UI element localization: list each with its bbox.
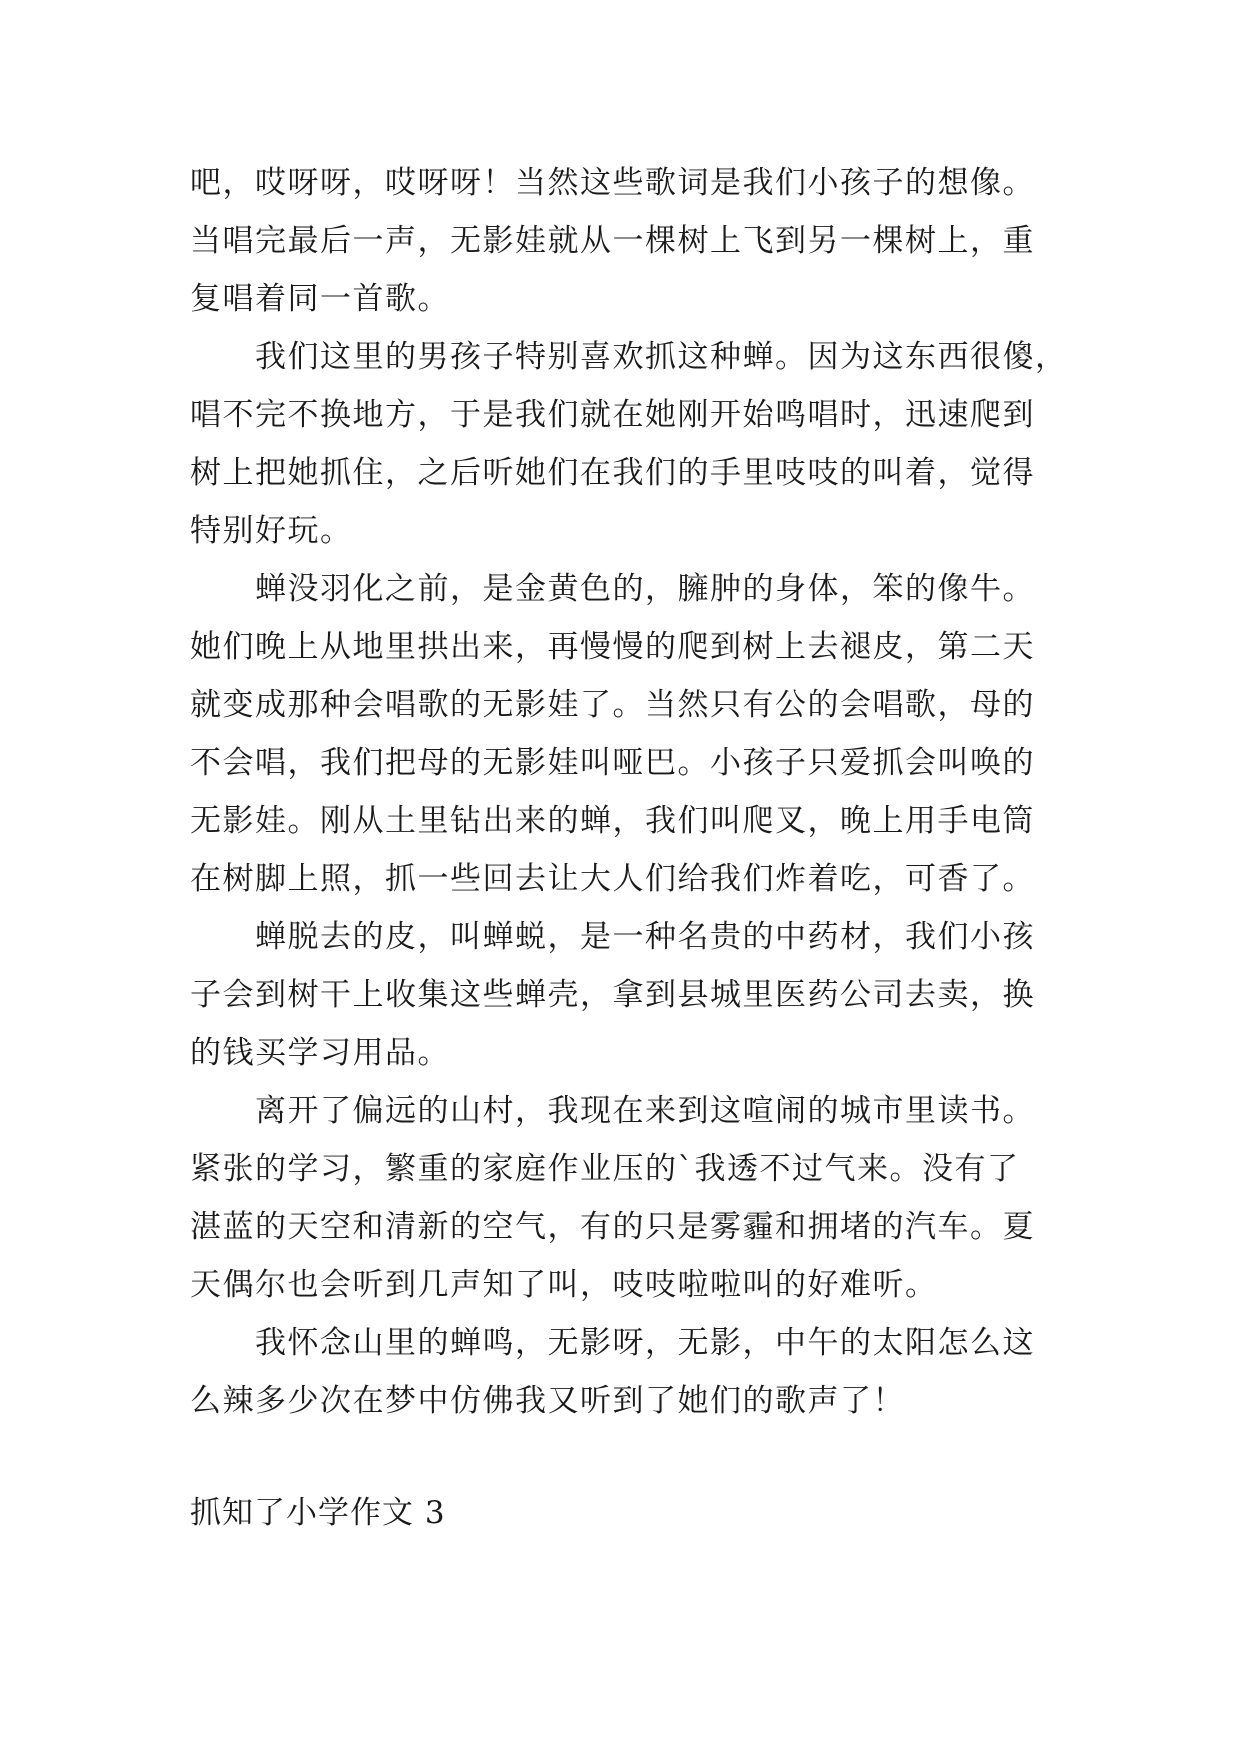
text-line: 离开了偏远的山村，我现在来到这喧闹的城市里读书。 — [190, 1093, 1035, 1129]
text-line: 复唱着同一首歌。 — [190, 281, 450, 317]
text-line: 么辣多少次在梦中仿佛我又听到了她们的歌声了！ — [190, 1383, 905, 1419]
text-line: 唱不完不换地方，于是我们就在她刚开始鸣唱时，迅速爬到 — [190, 397, 1035, 433]
text-line: 我怀念山里的蝉鸣，无影呀，无影，中午的太阳怎么这 — [190, 1325, 1035, 1361]
text-line: 她们晚上从地里拱出来，再慢慢的爬到树上去褪皮，第二天 — [190, 629, 1035, 665]
text-line: 子会到树干上收集这些蝉壳，拿到县城里医药公司去卖，换 — [190, 977, 1035, 1013]
text-line: 的钱买学习用品。 — [190, 1035, 450, 1071]
text-line: 蝉没羽化之前，是金黄色的，臃肿的身体，笨的像牛。 — [190, 571, 1035, 607]
text-line: 无影娃。刚从土里钻出来的蝉，我们叫爬叉，晚上用手电筒 — [190, 803, 1035, 839]
text-line: 在树脚上照，抓一些回去让大人们给我们炸着吃，可香了。 — [190, 861, 1035, 897]
text-line: 蝉脱去的皮，叫蝉蜕，是一种名贵的中药材，我们小孩 — [190, 919, 1035, 955]
text-line: 湛蓝的天空和清新的空气，有的只是雾霾和拥堵的汽车。夏 — [190, 1209, 1035, 1245]
text-line: 吧，哎呀呀，哎呀呀！当然这些歌词是我们小孩子的想像。 — [190, 165, 1035, 201]
text-line: 就变成那种会唱歌的无影娃了。当然只有公的会唱歌，母的 — [190, 687, 1035, 723]
text-line: 我们这里的男孩子特别喜欢抓这种蝉。因为这东西很傻， — [190, 339, 1068, 375]
text-line: 不会唱，我们把母的无影娃叫哑巴。小孩子只爱抓会叫唤的 — [190, 745, 1035, 781]
text-line: 天偶尔也会听到几声知了叫，吱吱啦啦叫的好难听。 — [190, 1267, 938, 1303]
section-heading: 抓知了小学作文 3 — [190, 1495, 446, 1531]
text-line: 当唱完最后一声，无影娃就从一棵树上飞到另一棵树上，重 — [190, 223, 1035, 259]
text-line: 树上把她抓住，之后听她们在我们的手里吱吱的叫着，觉得 — [190, 455, 1035, 491]
text-line: 特别好玩。 — [190, 513, 353, 549]
text-line: 紧张的学习，繁重的家庭作业压的`我透不过气来。没有了 — [190, 1151, 1020, 1187]
